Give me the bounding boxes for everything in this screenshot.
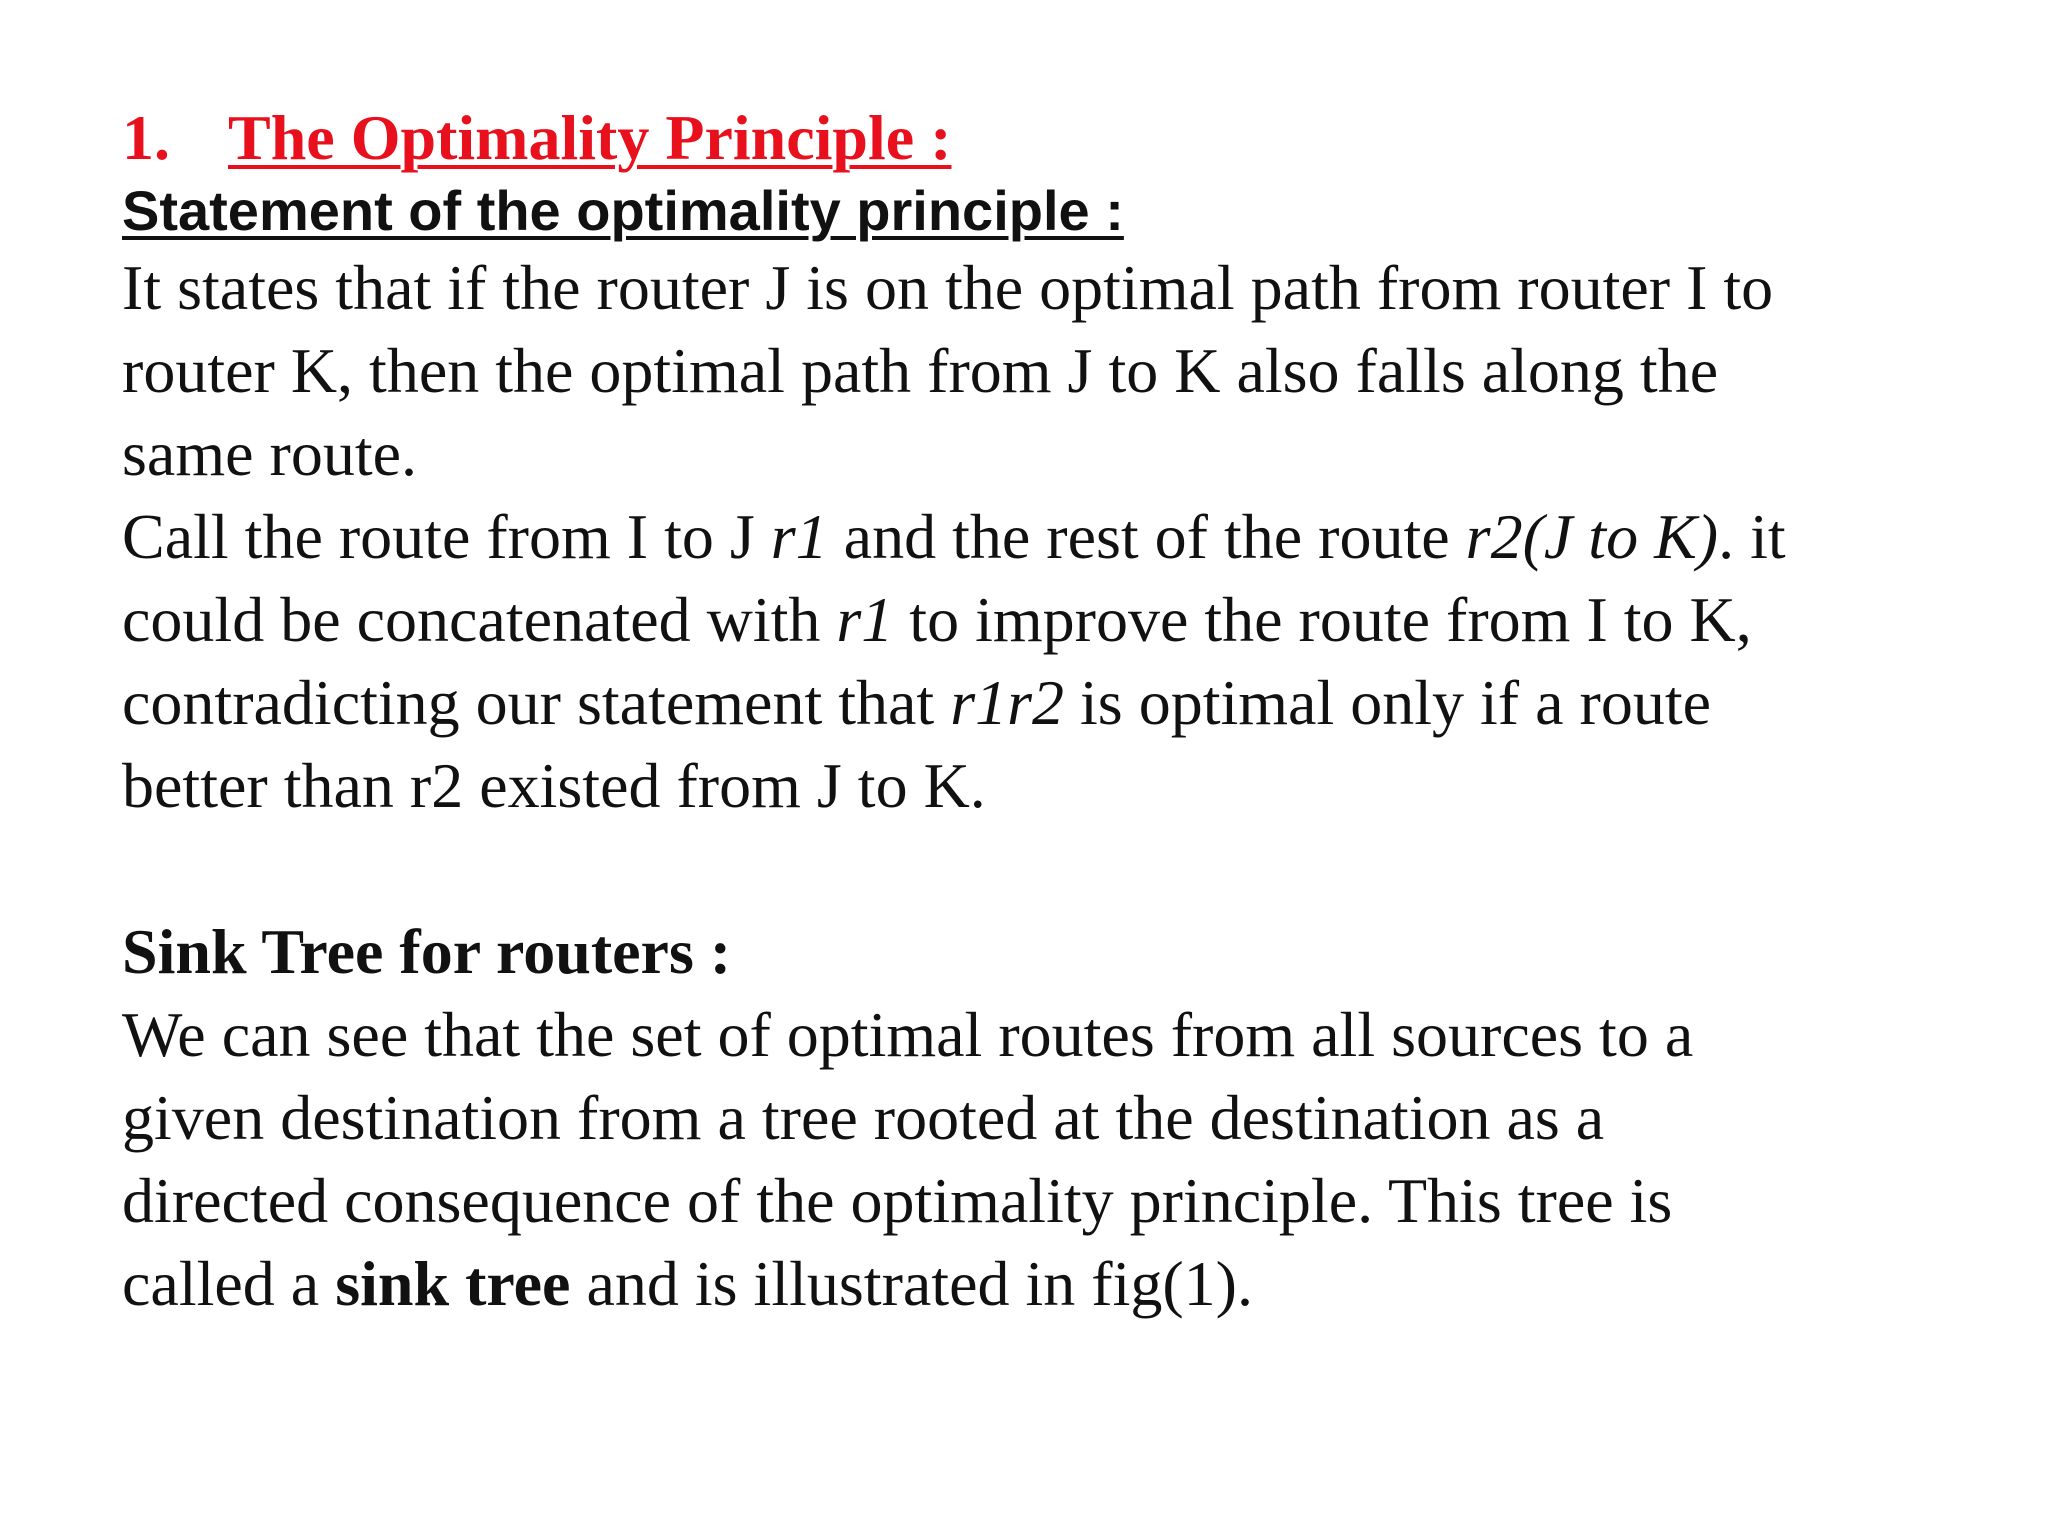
sink-tree-line: given destination from a tree rooted at the destination as a: [122, 1082, 1605, 1153]
route-text: contradicting our statement that: [122, 667, 951, 738]
sink-tree-paragraph: [122, 993, 1982, 1325]
statement-line: It states that if the router J is on the optimal path from router I to: [122, 252, 1774, 323]
sink-tree-line: [122, 1242, 1982, 1325]
statement-line: router K, then the optimal path from J to K also falls along the: [122, 335, 1719, 406]
sink-tree-line: directed consequence of the optimality principle. This tree is: [122, 1165, 1673, 1236]
route-r1: r1: [836, 584, 894, 655]
route-r1r2: r1r2: [950, 667, 1064, 738]
route-text: is optimal only if a route: [1064, 667, 1711, 738]
route-r2: r2(J to K): [1465, 501, 1719, 572]
route-text: could be concatenated with: [122, 584, 837, 655]
statement-paragraph: [122, 246, 1982, 495]
route-r1: r1: [770, 501, 828, 572]
route-text: to improve the route from I to K,: [893, 584, 1752, 655]
route-line: better than r2 existed from J to K.: [122, 750, 986, 821]
sink-text: called a: [122, 1248, 336, 1319]
route-text: and the rest of the route: [827, 501, 1466, 572]
heading-number: 1.: [122, 102, 170, 173]
slide-content: [122, 100, 1982, 1325]
heading-title: The Optimality Principle :: [228, 102, 952, 173]
route-line: [122, 495, 1982, 578]
route-text: . it: [1718, 501, 1786, 572]
sink-tree-line: We can see that the set of optimal routes from all sources to a: [122, 999, 1694, 1070]
sink-tree-heading: Sink Tree for routers :: [122, 916, 732, 987]
route-paragraph: [122, 495, 1982, 827]
route-line: [122, 661, 1982, 744]
route-text: Call the route from I to J: [122, 501, 771, 572]
route-line: [122, 578, 1982, 661]
statement-heading: Statement of the optimality principle :: [122, 179, 1124, 242]
section-heading: [122, 100, 1982, 176]
sink-text: and is illustrated in fig(1).: [570, 1248, 1253, 1319]
statement-line: same route.: [122, 418, 417, 489]
sink-tree-term: sink tree: [335, 1248, 571, 1319]
paragraph-gap: [122, 827, 1982, 910]
